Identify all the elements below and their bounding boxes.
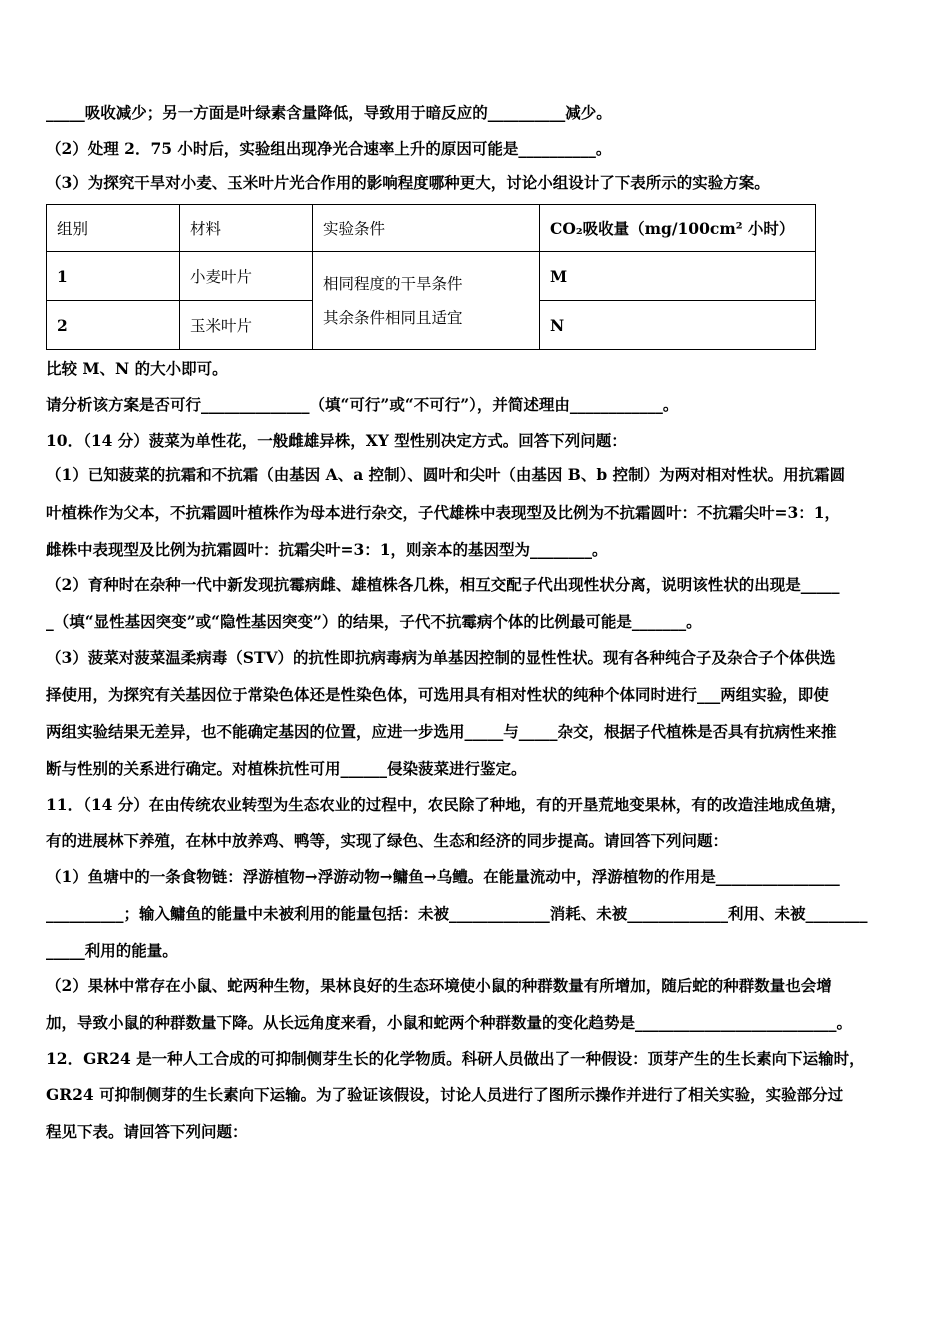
cell-value: M (540, 252, 816, 301)
text-line: （1）鱼塘中的一条食物链：浮游植物→浮游动物→鳙鱼→乌鳢。在能量流动中，浮游植物的作用是________________ (46, 867, 840, 886)
text-line: 择使用，为探究有关基因位于常染色体还是性染色体，可选用具有相对性状的纯种个体同时进行___两组实验，即使 (46, 685, 829, 704)
header-group: 组别 (47, 205, 180, 252)
header-co2: CO₂吸收量（mg/100cm² 小时） (540, 205, 816, 252)
text-line: 有的进展林下养殖，在林中放养鸡、鸭等，实现了绿色、生态和经济的同步提高。请回答下列问题： (46, 831, 729, 850)
text-line: 断与性别的关系进行确定。对植株抗性可用______侵染菠菜进行鉴定。 (46, 759, 527, 778)
question-10-title: 10．（14 分）菠菜为单性花，一般雌雄异株，XY 型性别决定方式。回答下列问题： (46, 431, 627, 450)
text-line: 请分析该方案是否可行______________（填“可行”或“不可行”），并简述理由____________。 (46, 395, 679, 414)
text-line: GR24 可抑制侧芽的生长素向下运输。为了验证该假设，讨论人员进行了图所示操作并进行了相关实验，实验部分过 (46, 1085, 844, 1104)
cell-material: 玉米叶片 (180, 301, 313, 350)
table-header-row (47, 205, 816, 252)
text-line: __________；输入鳙鱼的能量中未被利用的能量包括：未被_____________消耗、未被_____________利用、未被________ (46, 904, 868, 923)
text-line: 程见下表。请回答下列问题： (46, 1122, 248, 1141)
experiment-table (46, 204, 816, 350)
text-line: _（填“显性基因突变”或“隐性基因突变”）的结果，子代不抗霉病个体的比例最可能是_______。 (46, 612, 702, 631)
text-line: （2）果林中常存在小鼠、蛇两种生物，果林良好的生态环境使小鼠的种群数量有所增加，随后蛇的种群数量也会增 (46, 976, 832, 995)
condition-line-2: 其余条件相同且适宜 (323, 308, 463, 327)
question-9-2: （2）处理 2．75 小时后，实验组出现净光合速率上升的原因可能是__________。 (46, 139, 612, 158)
text-line: 比较 M、N 的大小即可。 (46, 359, 228, 378)
table-row (47, 252, 816, 301)
cell-value: N (540, 301, 816, 350)
text-line: 叶植株作为父本，不抗霜圆叶植株作为母本进行杂交，子代雄株中表现型及比例为不抗霜圆叶：不抗霜尖叶=3：1， (46, 503, 841, 522)
text-line: （1）已知菠菜的抗霜和不抗霜（由基因 A、a 控制）、圆叶和尖叶（由基因 B、b 控制）为两对相对性状。用抗霜圆 (46, 465, 846, 484)
text-line: 两组实验结果无差异，也不能确定基因的位置，应进一步选用_____与_____杂交，根据子代植株是否具有抗病性来推 (46, 722, 837, 741)
text-line: _____利用的能量。 (46, 941, 178, 960)
text-line: _____吸收减少；另一方面是叶绿素含量降低，导致用于暗反应的__________减少。 (46, 103, 612, 122)
cell-material: 小麦叶片 (180, 252, 313, 301)
text-line: （3）菠菜对菠菜温柔病毒（STV）的抗性即抗病毒病为单基因控制的显性性状。现有各种纯合子及杂合子个体供选 (46, 648, 836, 667)
question-12-title: 12．GR24 是一种人工合成的可抑制侧芽生长的化学物质。科研人员做出了一种假设：顶芽产生的生长素向下运输时， (46, 1049, 865, 1068)
header-condition: 实验条件 (313, 205, 540, 252)
text-line: 雌株中表现型及比例为抗霜圆叶：抗霜尖叶=3：1，则亲本的基因型为________。 (46, 540, 608, 559)
text-line: （2）育种时在杂种一代中新发现抗霉病雌、雄植株各几株，相互交配子代出现性状分离，说明该性状的出现是_____ (46, 575, 840, 594)
text-line: 加，导致小鼠的种群数量下降。从长远角度来看，小鼠和蛇两个种群数量的变化趋势是__________________________。 (46, 1013, 853, 1032)
question-9-3: （3）为探究干旱对小麦、玉米叶片光合作用的影响程度哪种更大，讨论小组设计了下表所示的实验方案。 (46, 173, 770, 192)
cell-group: 1 (47, 252, 180, 301)
question-11-title: 11．（14 分）在由传统农业转型为生态农业的过程中，农民除了种地，有的开垦荒地变果林，有的改造洼地成鱼塘， (46, 795, 847, 814)
condition-line-1: 相同程度的干旱条件 (323, 274, 463, 293)
cell-group: 2 (47, 301, 180, 350)
header-material: 材料 (180, 205, 313, 252)
cell-condition (313, 252, 540, 350)
